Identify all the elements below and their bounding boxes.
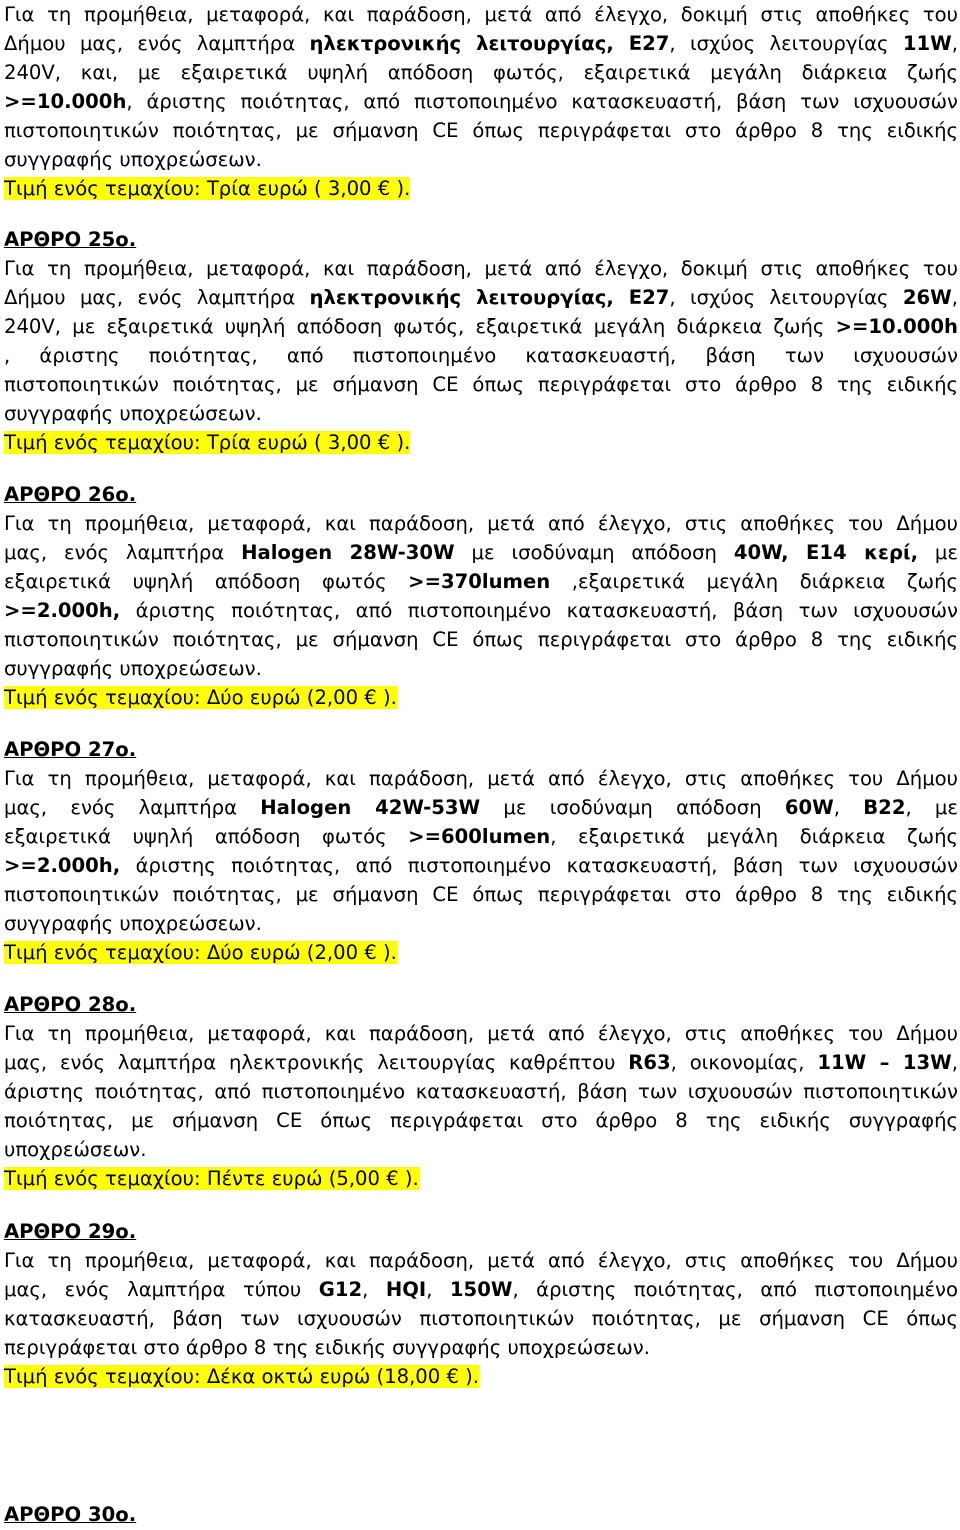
price-line <box>4 683 958 712</box>
article-heading: ΑΡΘΡΟ 30ο. <box>4 1503 137 1526</box>
text-line: Για τη προμήθεια, μεταφορά, και παράδοση, μετά από έλεγχο, δοκιμή στις αποθήκες του <box>4 3 958 26</box>
text-line: Για τη προμήθεια, μεταφορά, και παράδοση, μετά από έλεγχο, στις αποθήκες του Δήμου <box>4 1249 958 1272</box>
article-heading: ΑΡΘΡΟ 27ο. <box>4 738 137 761</box>
text-line: Δήμου μας, ενός λαμπτήρα ηλεκτρονικής λειτουργίας, Ε27, ισχύος λειτουργίας 11W, <box>4 32 958 55</box>
text-line: Για τη προμήθεια, μεταφορά, και παράδοση, μετά από έλεγχο, στις αποθήκες του Δήμου <box>4 767 958 790</box>
text-line: ποιότητας, με σήμανση CE όπως περιγράφεται στο άρθρο 8 της ειδικής συγγραφής <box>4 1109 958 1132</box>
article-heading: ΑΡΘΡΟ 26ο. <box>4 483 137 506</box>
text-line: περιγράφεται στο άρθρο 8 της ειδικής συγγραφής υποχρεώσεων. <box>4 1336 650 1359</box>
text-line: Για τη προμήθεια, μεταφορά, και παράδοση, μετά από έλεγχο, στις αποθήκες του Δήμου <box>4 1022 958 1045</box>
text-line: κατασκευαστή, βάση των ισχυουσών πιστοποιητικών ποιότητας, με σήμανση CE όπως <box>4 1307 958 1330</box>
text-line: μας, ενός λαμπτήρα ηλεκτρονικής λειτουργίας καθρέπτου R63, οικονομίας, 11W – 13W, <box>4 1051 958 1074</box>
price-line <box>4 428 958 457</box>
text-line: >=10.000h, άριστης ποιότητας, από πιστοποιημένο κατασκευαστή, βάση των ισχυουσών <box>4 90 958 113</box>
text-line: >=2.000h, άριστης ποιότητας, από πιστοποιημένο κατασκευαστή, βάση των ισχυουσών <box>4 854 958 877</box>
text-line: πιστοποιητικών ποιότητας, με σήμανση CE όπως περιγράφεται στο άρθρο 8 της ειδικής <box>4 373 958 396</box>
price-line <box>4 1362 958 1391</box>
text-line: πιστοποιητικών ποιότητας, με σήμανση CE όπως περιγράφεται στο άρθρο 8 της ειδικής <box>4 883 958 906</box>
price-highlight: Τιμή ενός τεμαχίου: Πέντε ευρώ (5,00 € ). <box>4 1167 419 1190</box>
text-line: , άριστης ποιότητας, από πιστοποιημένο κατασκευαστή, βάση των ισχυουσών <box>4 344 958 367</box>
article-heading: ΑΡΘΡΟ 25ο. <box>4 228 137 251</box>
text-line: Για τη προμήθεια, μεταφορά, και παράδοση, μετά από έλεγχο, δοκιμή στις αποθήκες του <box>4 257 958 280</box>
text-line: πιστοποιητικών ποιότητας, με σήμανση CE όπως περιγράφεται στο άρθρο 8 της ειδικής <box>4 628 958 651</box>
price-line <box>4 174 958 203</box>
text-line: εξαιρετικά υψηλή απόδοση φωτός >=370lumen ,εξαιρετικά μεγάλη διάρκεια ζωής <box>4 570 958 593</box>
text-line: συγγραφής υποχρεώσεων. <box>4 402 262 425</box>
price-line <box>4 938 958 967</box>
text-line: άριστης ποιότητας, από πιστοποιημένο κατασκευαστή, βάση των ισχυουσών πιστοποιητικών <box>4 1080 958 1103</box>
text-line: συγγραφής υποχρεώσεων. <box>4 148 262 171</box>
text-line: πιστοποιητικών ποιότητας, με σήμανση CE όπως περιγράφεται στο άρθρο 8 της ειδικής <box>4 119 958 142</box>
article-heading: ΑΡΘΡΟ 29ο. <box>4 1220 137 1243</box>
price-highlight: Τιμή ενός τεμαχίου: Δέκα οκτώ ευρώ (18,00 € ). <box>4 1365 480 1388</box>
price-highlight: Τιμή ενός τεμαχίου: Τρία ευρώ ( 3,00 € ). <box>4 177 411 200</box>
text-line: 240V, και, με εξαιρετικά υψηλή απόδοση φωτός, εξαιρετικά μεγάλη διάρκεια ζωής <box>4 61 958 84</box>
article-heading: ΑΡΘΡΟ 28ο. <box>4 993 137 1016</box>
text-line: >=2.000h, άριστης ποιότητας, από πιστοποιημένο κατασκευαστή, βάση των ισχυουσών <box>4 599 958 622</box>
price-highlight: Τιμή ενός τεμαχίου: Δύο ευρώ (2,00 € ). <box>4 941 397 964</box>
price-highlight: Τιμή ενός τεμαχίου: Δύο ευρώ (2,00 € ). <box>4 686 397 709</box>
text-line: υποχρεώσεων. <box>4 1138 147 1161</box>
price-highlight: Τιμή ενός τεμαχίου: Τρία ευρώ ( 3,00 € ). <box>4 431 411 454</box>
price-line <box>4 1164 958 1193</box>
text-line: συγγραφής υποχρεώσεων. <box>4 912 262 935</box>
text-line: 240V, με εξαιρετικά υψηλή απόδοση φωτός, εξαιρετικά μεγάλη διάρκεια ζωής >=10.000h <box>4 315 958 338</box>
text-line: Δήμου μας, ενός λαμπτήρα ηλεκτρονικής λειτουργίας, Ε27, ισχύος λειτουργίας 26W, <box>4 286 958 309</box>
text-line: μας, ενός λαμπτήρα Halogen 42W-53W με ισοδύναμη απόδοση 60W, B22, με <box>4 796 958 819</box>
text-line: συγγραφής υποχρεώσεων. <box>4 657 262 680</box>
text-line: Για τη προμήθεια, μεταφορά, και παράδοση, μετά από έλεγχο, στις αποθήκες του Δήμου <box>4 512 958 535</box>
text-line: μας, ενός λαμπτήρα Halogen 28W-30W με ισοδύναμη απόδοση 40W, E14 κερί, με <box>4 541 958 564</box>
text-line: μας, ενός λαμπτήρα τύπου G12, HQI, 150W, άριστης ποιότητας, από πιστοποιημένο <box>4 1278 958 1301</box>
text-line: εξαιρετικά υψηλή απόδοση φωτός >=600lumen, εξαιρετικά μεγάλη διάρκεια ζωής <box>4 825 958 848</box>
